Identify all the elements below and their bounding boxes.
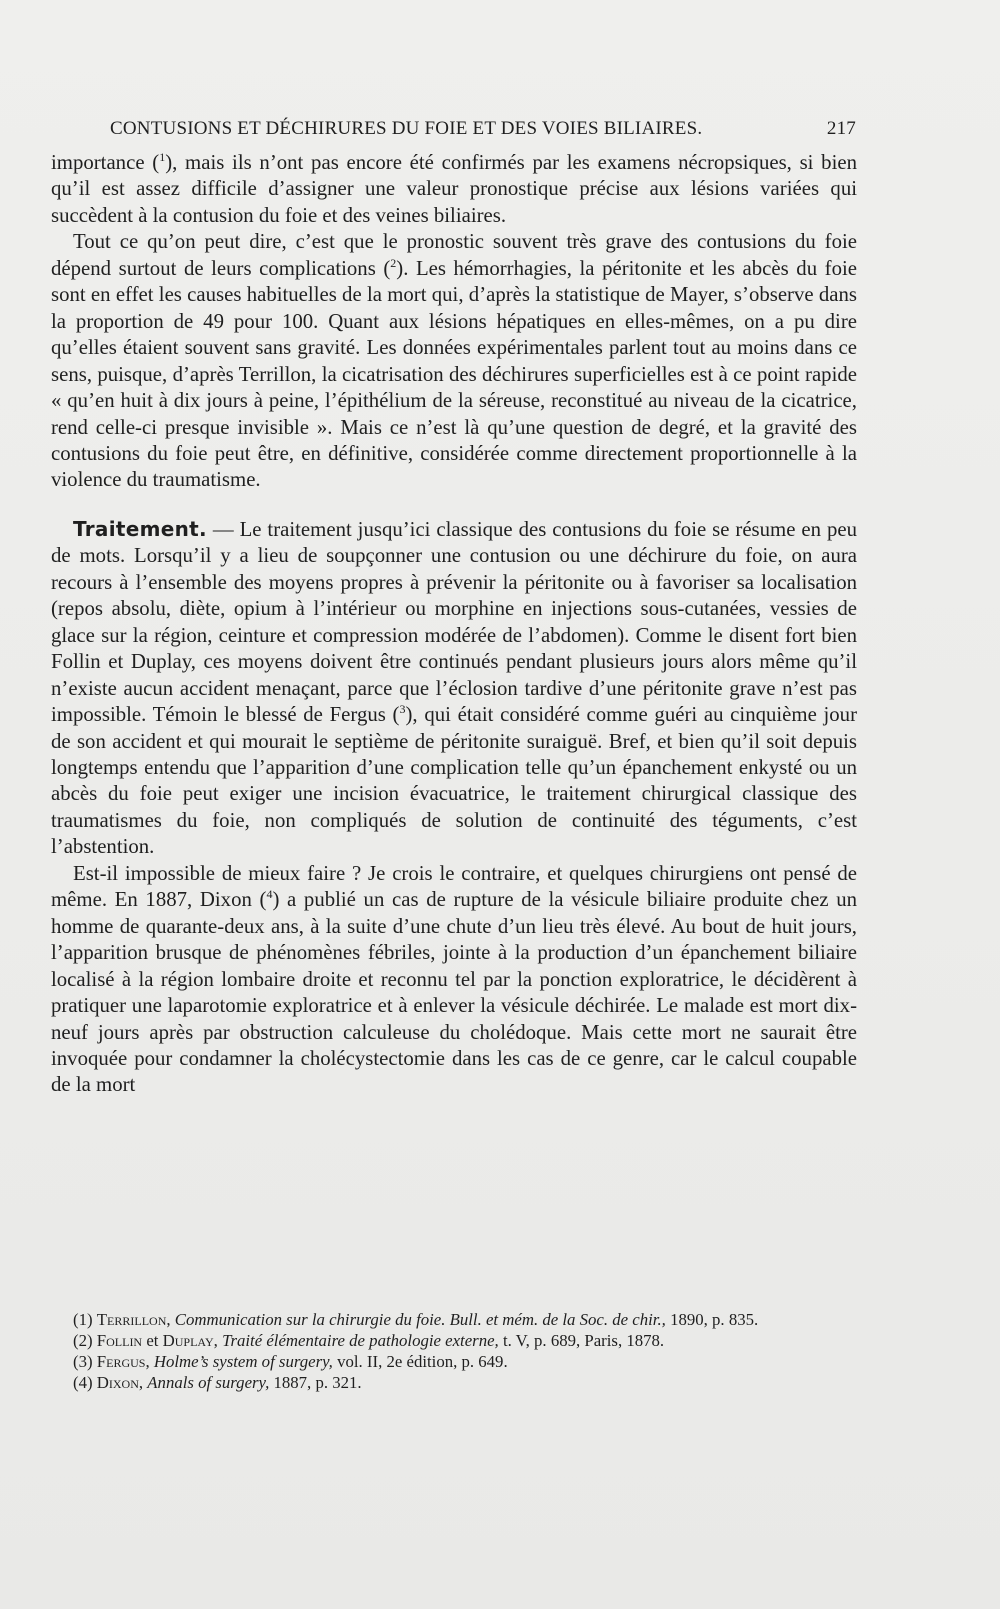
text-run: Tout ce qu’on peut dire, c’est que le pronostic souvent très grave des contusions du foie dépend surtout de leurs complications (	[51, 230, 857, 280]
footnote-title: Communication sur la chirurgie du foie. Bull. et mém. de la Soc. de chir.,	[174, 1310, 666, 1329]
footnote-detail: 1887, p. 321.	[273, 1373, 362, 1392]
footnote-detail: t. V, p. 689, Paris, 1878.	[502, 1331, 665, 1350]
footnote-title: Holme’s system of surgery,	[153, 1352, 333, 1371]
section-heading: Traitement.	[73, 516, 207, 541]
footnote-3	[51, 1351, 857, 1372]
footnote-mark: (3)	[73, 1352, 93, 1371]
paragraph-traitement	[51, 516, 857, 861]
text-run: Est-il impossible de mieux faire ? Je crois le contraire, et quelques chirurgiens ont pensé de même. En 1887, Dixon (	[51, 861, 857, 912]
page-number: 217	[826, 118, 856, 139]
footnote-author: Terrillon,	[96, 1310, 171, 1329]
paragraph-importance	[51, 150, 857, 229]
running-title: CONTUSIONS ET DÉCHIRURES DU FOIE ET DES VOIES BILIAIRES.	[110, 118, 703, 139]
text-run: importance (	[51, 151, 160, 174]
footnote-ref-1[interactable]: 1	[159, 150, 166, 165]
footnote-1	[51, 1309, 857, 1330]
footnote-ref-3[interactable]: 3	[399, 702, 406, 717]
footnote-author: Follin	[96, 1331, 143, 1350]
footnote-mark: (4)	[73, 1373, 93, 1392]
footnote-joiner: et	[146, 1331, 159, 1350]
footnote-mark: (1)	[73, 1310, 93, 1329]
text-run: ). Les hémorrhagies, la péritonite et les abcès du foie sont en effet les causes habituelles de la mort qui, d’après la statistique de Mayer, s’observe dans la proportion de 49 pour 100. Quant aux lésions hépatiques en elles-mêmes, on a pu dire qu’elles étaient souvent sans gravité. Les données expérimentales parlent tout au moins dans ce sens, puisque, d’après Terrillon, la cicatrisation des déchirures superficielles est à ce point rapide « qu’en huit à dix jours à peine, l’épithélium de la séreuse, reconstitué au niveau de la cicatrice, rend celle-ci presque invisible ». Mais ce n’est là qu’une question de degré, et la gravité des contusions du foie peut être, en définitive, considérée comme directement proportionnelle à la violence du traumatisme.	[51, 256, 857, 492]
footnotes	[51, 1309, 857, 1393]
footnote-title: Traité élémentaire de pathologie externe,	[222, 1331, 499, 1350]
footnote-mark: (2)	[73, 1331, 93, 1350]
footnote-author: Dixon,	[96, 1373, 144, 1392]
paragraph-pronostic	[51, 229, 857, 494]
footnote-author: Fergus,	[96, 1352, 150, 1371]
running-head	[110, 118, 856, 142]
text-run: ) a publié un cas de rupture de la vésicule biliaire produite chez un homme de quarante-deux ans, à la suite d’une chute d’un lieu très élevé. Au bout de huit jours, l’apparition brusque de phénomènes fébriles, jointe à la production d’un épanchement biliaire localisé à la région lombaire droite et reconnu tel par la ponction exploratrice, le décidèrent à pratiquer une laparotomie exploratrice et à enlever la vésicule déchirée. Le malade est mort dix-neuf jours après par obstruction calculeuse du cholédoque. Mais cette mort ne saurait être invoquée pour condamner la cholécystectomie dans les cas de ce genre, car le calcul coupable de la mort	[51, 888, 857, 1097]
footnote-detail: 1890, p. 835.	[670, 1310, 759, 1329]
text-run: ), mais ils n’ont pas encore été confirmés par les examens nécropsiques, si bien qu’il est assez difficile d’assigner une valeur pronostique précise aux lésions variées qui succèdent à la contusion du foie et des veines biliaires.	[51, 151, 857, 227]
footnote-detail: vol. II, 2e édition, p. 649.	[337, 1352, 508, 1371]
footnote-4	[51, 1372, 857, 1393]
text-run: — Le traitement jusqu’ici classique des contusions du foie se résume en peu de mots. Lorsqu’il y a lieu de soupçonner une contusion ou une déchirure du foie, on aura recours à l’ensemble des moyens propres à prévenir la péritonite ou à favoriser sa localisation (repos absolu, diète, opium à l’intérieur ou morphine en injections sous-cutanées, vessies de glace sur la région, ceinture et compression modérée de l’abdomen). Comme le disent fort bien Follin et Duplay, ces moyens doivent être continués pendant plusieurs jours alors même qu’il n’existe aucun accident menaçant, parce que l’éclosion tardive d’une péritonite grave n’est pas impossible. Témoin le blessé de Fergus (	[51, 517, 857, 727]
footnote-ref-4[interactable]: 4	[266, 887, 273, 902]
footnote-ref-2[interactable]: 2	[390, 255, 397, 270]
footnote-2	[51, 1330, 857, 1351]
footnote-author: Duplay,	[162, 1331, 218, 1350]
footnote-title: Annals of surgery,	[147, 1373, 270, 1392]
body-text	[51, 150, 857, 1099]
text-run: ), qui était considéré comme guéri au cinquième jour de son accident et qui mourait le septième de péritonite suraiguë. Bref, et bien qu’il soit depuis longtemps entendu que l’apparition d’une complication telle qu’un épanchement enkysté ou un abcès du foie peut exiger une incision évacuatrice, le traitement chirurgical classique des traumatismes du foie, non compliqués de solution de continuité des téguments, c’est l’abstention.	[51, 703, 858, 859]
paragraph-dixon	[51, 861, 857, 1099]
